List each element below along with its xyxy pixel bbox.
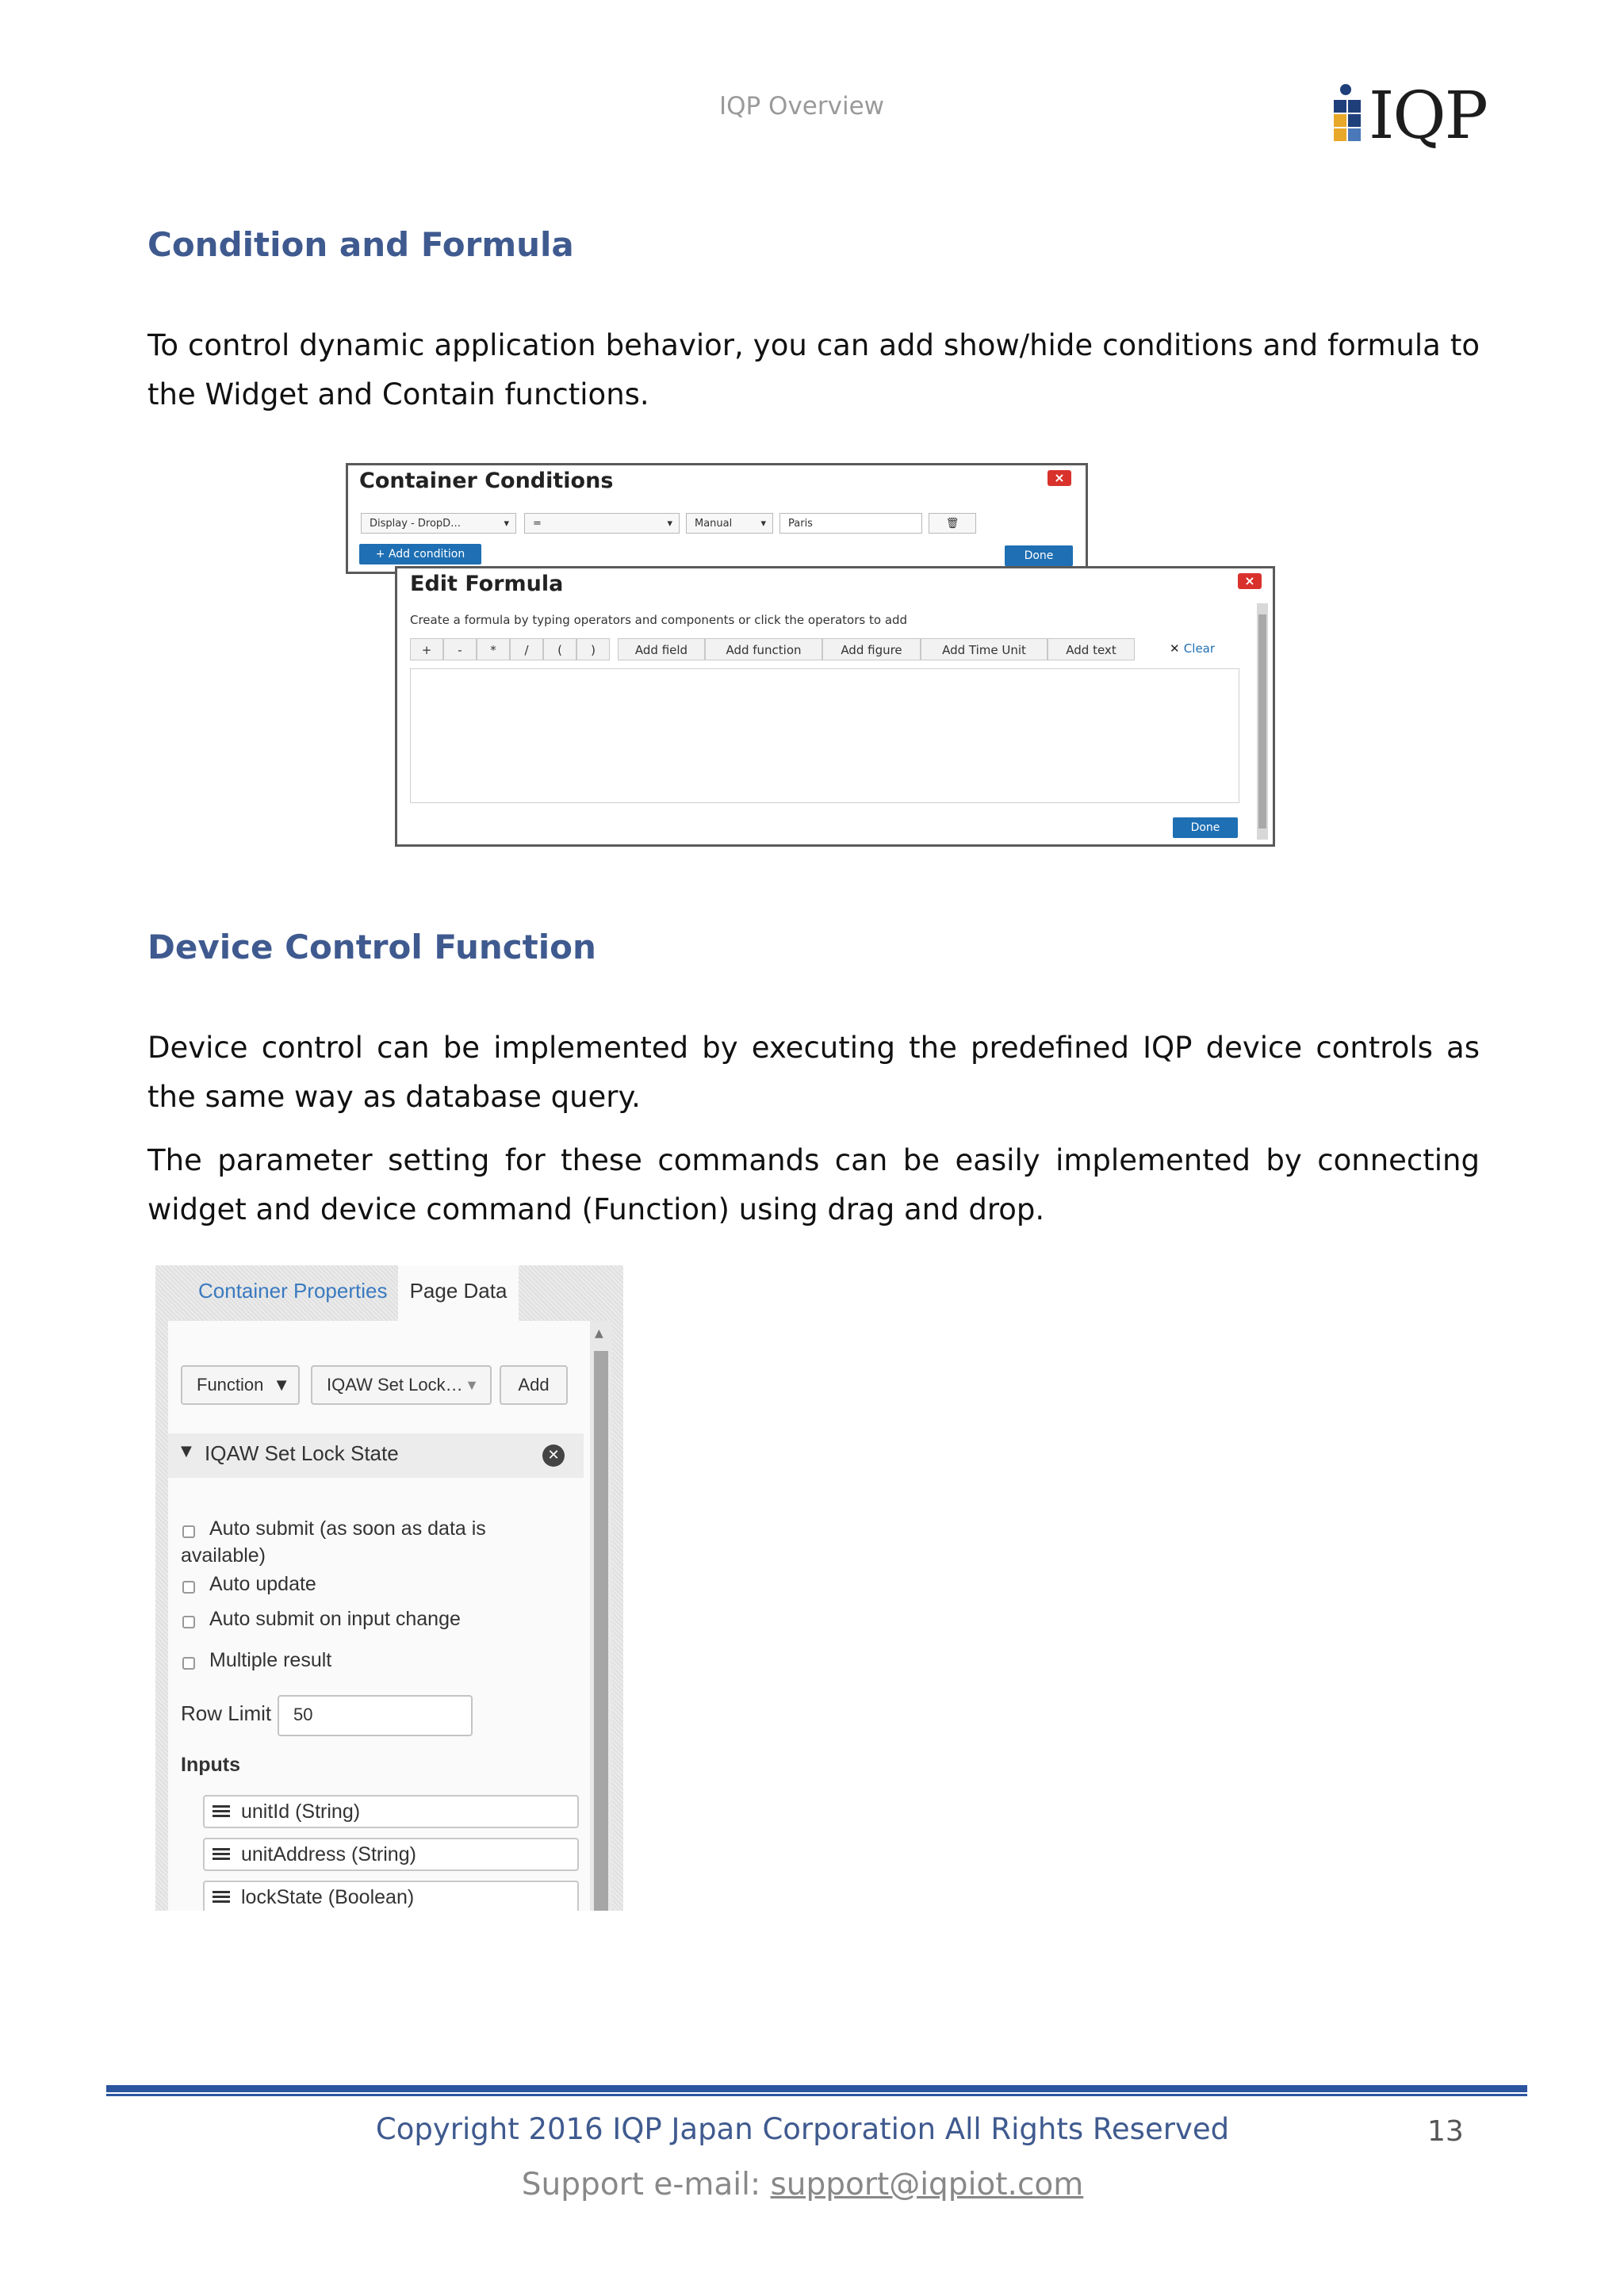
container-done-button[interactable]: Done (1005, 545, 1073, 566)
add-function-button[interactable]: Add function (705, 638, 822, 660)
function-item-header[interactable] (168, 1433, 584, 1478)
edit-formula-dialog (395, 566, 1275, 847)
drag-handle-icon (213, 1848, 230, 1861)
operator-divide-button[interactable]: / (510, 638, 543, 660)
formula-done-button[interactable]: Done (1173, 817, 1238, 838)
auto-submit-input-change-checkbox[interactable] (182, 1616, 195, 1628)
container-conditions-title: Container Conditions (359, 469, 614, 493)
clear-x-icon: ✕ (1170, 641, 1184, 656)
footer-rule (106, 2085, 1527, 2092)
footer-rule-thin (106, 2094, 1527, 2096)
auto-submit-label: Auto submit (as soon as data is (209, 1517, 486, 1540)
caret-down-icon: ▼ (465, 1377, 479, 1393)
add-function-button[interactable]: Add (500, 1365, 568, 1405)
section-heading-condition-formula: Condition and Formula (147, 225, 574, 264)
formula-hint: Create a formula by typing operators and components or click the operators to add (410, 613, 908, 627)
panel-scrollbar[interactable] (590, 1321, 612, 1911)
auto-update-checkbox[interactable] (182, 1581, 195, 1594)
section-heading-device-control: Device Control Function (147, 928, 596, 966)
formula-textarea[interactable] (410, 668, 1239, 803)
caret-down-icon: ▼ (273, 1375, 290, 1395)
operator-close-paren-button[interactable]: ) (576, 638, 610, 660)
logo-mark-icon (1334, 84, 1365, 155)
panel-content (168, 1321, 612, 1911)
condition-operator-select[interactable]: = ▾ (524, 513, 680, 534)
section2-paragraph-1: Device control can be implemented by executing the predefined IQP device controls as the same way as database query. (147, 1031, 1480, 1114)
multiple-result-label: Multiple result (209, 1649, 332, 1671)
page-number: 13 (1427, 2115, 1464, 2148)
add-text-button[interactable]: Add text (1048, 638, 1135, 660)
section2-paragraph-2: The parameter setting for these commands can be easily implemented by connecting widget and device command (Function) using drag and drop. (147, 1143, 1480, 1226)
auto-submit-label-cont: available) (181, 1544, 266, 1567)
multiple-result-checkbox[interactable] (182, 1657, 195, 1670)
operator-multiply-button[interactable]: * (477, 638, 510, 660)
type-select[interactable]: Function ▼ (181, 1365, 300, 1405)
function-select[interactable]: IQAW Set Lock… ▼ (311, 1365, 492, 1405)
container-conditions-dialog (346, 463, 1088, 574)
add-time-unit-button[interactable]: Add Time Unit (921, 638, 1048, 660)
page-data-panel (155, 1265, 623, 1911)
input-item[interactable]: unitId (String) (203, 1795, 579, 1828)
support-line (0, 2167, 1605, 2202)
function-item-title: IQAW Set Lock State (205, 1441, 399, 1465)
row-limit-input[interactable]: 50 (278, 1695, 473, 1736)
add-field-button[interactable]: Add field (618, 638, 705, 660)
support-label: Support e-mail: (521, 2167, 771, 2202)
scroll-up-icon[interactable]: ▲ (595, 1327, 603, 1340)
input-item[interactable]: lockState (Boolean) (203, 1881, 579, 1911)
formula-scrollbar[interactable] (1257, 603, 1268, 840)
drag-handle-icon (213, 1805, 230, 1818)
copyright-text: Copyright 2016 IQP Japan Corporation All Rights Reserved (375, 2112, 1230, 2146)
auto-submit-checkbox[interactable] (182, 1525, 195, 1538)
operator-plus-button[interactable]: + (410, 638, 443, 660)
row-limit-label: Row Limit (181, 1701, 272, 1725)
support-email-link[interactable]: support@iqpiot.com (770, 2167, 1084, 2202)
trash-icon[interactable]: 🗑 (929, 513, 976, 534)
operator-minus-button[interactable]: - (443, 638, 477, 660)
inputs-label: Inputs (181, 1754, 240, 1776)
condition-mode-select[interactable]: Manual ▾ (686, 513, 773, 534)
condition-field-select[interactable]: Display - DropD… ▾ (361, 513, 516, 534)
remove-circle-icon[interactable]: ✕ (542, 1445, 565, 1467)
close-icon[interactable]: × (1238, 573, 1262, 589)
auto-update-label: Auto update (209, 1573, 316, 1595)
input-item[interactable]: unitAddress (String) (203, 1838, 579, 1871)
collapse-caret-icon: ▼ (181, 1443, 192, 1460)
close-icon[interactable]: × (1048, 470, 1071, 486)
logo-text: IQP (1369, 78, 1487, 154)
auto-submit-input-change-label: Auto submit on input change (209, 1608, 461, 1630)
clear-button[interactable]: ✕ Clear (1170, 641, 1216, 656)
add-figure-button[interactable]: Add figure (822, 638, 921, 660)
iqp-logo (1326, 76, 1487, 163)
condition-value-input[interactable]: Paris (779, 513, 922, 534)
scroll-thumb[interactable] (594, 1351, 608, 1911)
drag-handle-icon (213, 1891, 230, 1904)
tab-page-data[interactable]: Page Data (398, 1265, 519, 1324)
operator-open-paren-button[interactable]: ( (543, 638, 576, 660)
edit-formula-title: Edit Formula (410, 572, 564, 596)
add-condition-button[interactable]: + Add condition (359, 544, 481, 564)
section1-paragraph: To control dynamic application behavior, you can add show/hide conditions and formula to the Widget and Contain functions. (147, 328, 1480, 411)
header-title: IQP Overview (718, 92, 885, 121)
tab-container-properties[interactable]: Container Properties (198, 1279, 388, 1303)
